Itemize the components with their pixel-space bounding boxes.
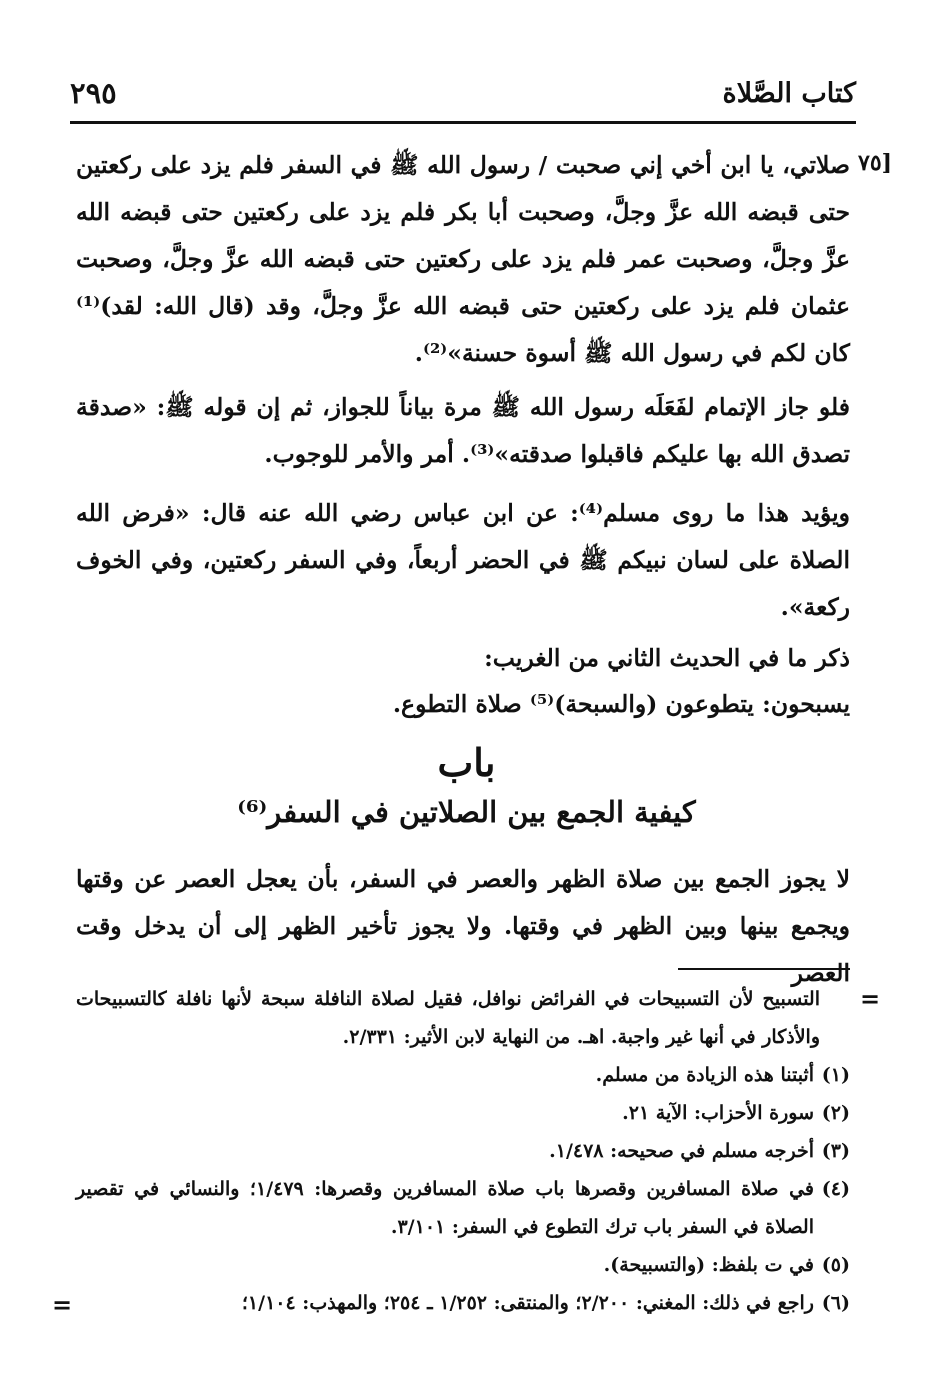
- footnotes: [76, 980, 850, 1322]
- book-title: كتاب الصَّلاة: [722, 78, 856, 109]
- footnote-item: [76, 1056, 850, 1094]
- footnote-number: (٥): [821, 1254, 850, 1276]
- paragraph-argument: فلو جاز الإتمام لفَعَلَه رسول الله ﷺ مرة بياناً للجواز، ثم إن قوله ﷺ: «صدقة تصدق الله بها عليكم فاقبلوا صدقته»⁽³⁾. أمر والأمر للوجوب.: [76, 393, 850, 468]
- footnote-text: أخرجه مسلم في صحيحه: ١/٤٧٨.: [549, 1140, 814, 1162]
- footnote-number: (٢): [821, 1102, 850, 1124]
- footnote-number: (١): [821, 1064, 850, 1086]
- footnote-number: (٣): [821, 1140, 850, 1162]
- footnote-number: (٦): [821, 1292, 850, 1314]
- gharib-section: [76, 635, 850, 727]
- header-rule: [70, 121, 856, 124]
- page-header: [70, 74, 856, 116]
- gharib-heading: ذكر ما في الحديث الثاني من الغريب:: [484, 644, 850, 672]
- footnote-continuation: التسبيح لأن التسبيحات في الفرائض نوافل، فقيل لصلاة النافلة سبحة لأنها نافلة كالتسبيحات والأذكار في أنها غير واجبة. اهـ. من النهاية لابن الأثير: ٢/٣٣١.: [76, 988, 820, 1048]
- footnote-continuation-marker: =: [860, 984, 881, 1013]
- footnote-item: [76, 1132, 850, 1170]
- paragraph-supporting-hadith: ويؤيد هذا ما روى مسلم⁽⁴⁾: عن ابن عباس رضي الله عنه قال: «فرض الله الصلاة على لسان نبيكم ﷺ في الحضر أربعاً، وفي السفر ركعتين، وفي الخوف ركعة».: [76, 499, 850, 621]
- footnote-item: [76, 1170, 850, 1246]
- footnote-text: سورة الأحزاب: الآية ٢١.: [622, 1102, 814, 1124]
- bab-heading: باب: [437, 740, 496, 785]
- chapter-title: كيفية الجمع بين الصلاتين في السفر⁽⁶⁾: [237, 795, 696, 829]
- page-number: ٢٩٥: [70, 76, 117, 110]
- footnote-item: [76, 1246, 850, 1284]
- footnote-item: [76, 1284, 850, 1322]
- footnote-text: في ت بلفظ: (والتسبيحة).: [603, 1254, 814, 1276]
- footnote-text: راجع في ذلك: المغني: ٢/٢٠٠؛ والمنتقى: ١/٢٥٢ ـ ٢٥٤؛ والمهذب: ١/١٠٤؛: [241, 1292, 814, 1314]
- footnote-number: (٤): [821, 1178, 850, 1200]
- margin-marker: [٧٥: [858, 150, 893, 176]
- footnote-item: [76, 1094, 850, 1132]
- paragraph-hadith-continuation: صلاتي، يا ابن أخي إني صحبت / رسول الله ﷺ في السفر فلم يزد على ركعتين حتى قبضه الله عزَّ وجلَّ، وصحبت أبا بكر فلم يزد على ركعتين حتى قبضه الله عزَّ وجلَّ، وصحبت عمر فلم يزد على ركعتين حتى قبضه الله عزَّ وجلَّ، وصحبت عثمان فلم يزد على ركعتين حتى قبضه الله عزَّ وجلَّ، وقد (قال الله: لقد)⁽¹⁾ كان لكم في رسول الله ﷺ أسوة حسنة»⁽²⁾.: [76, 151, 850, 367]
- footnote-end-marker: =: [52, 1290, 73, 1319]
- paragraph-chapter-opening: لا يجوز الجمع بين صلاة الظهر والعصر في السفر، بأن يعجل العصر عن وقتها ويجمع بينها وبين الظهر في وقتها. ولا يجوز تأخير الظهر إلى أن يدخل وقت العصر: [76, 865, 850, 987]
- gharib-line: يسبحون: يتطوعون (والسبحة)⁽⁵⁾ صلاة التطوع.: [392, 690, 850, 718]
- footnote-text: في صلاة المسافرين وقصرها باب صلاة المسافرين وقصرها: ١/٤٧٩؛ والنسائي في تقصير الصلاة في السفر باب ترك التطوع في السفر: ٣/١٠١.: [76, 1178, 814, 1238]
- footnote-rule: [678, 968, 850, 970]
- footnote-text: أثبتنا هذه الزيادة من مسلم.: [595, 1064, 814, 1086]
